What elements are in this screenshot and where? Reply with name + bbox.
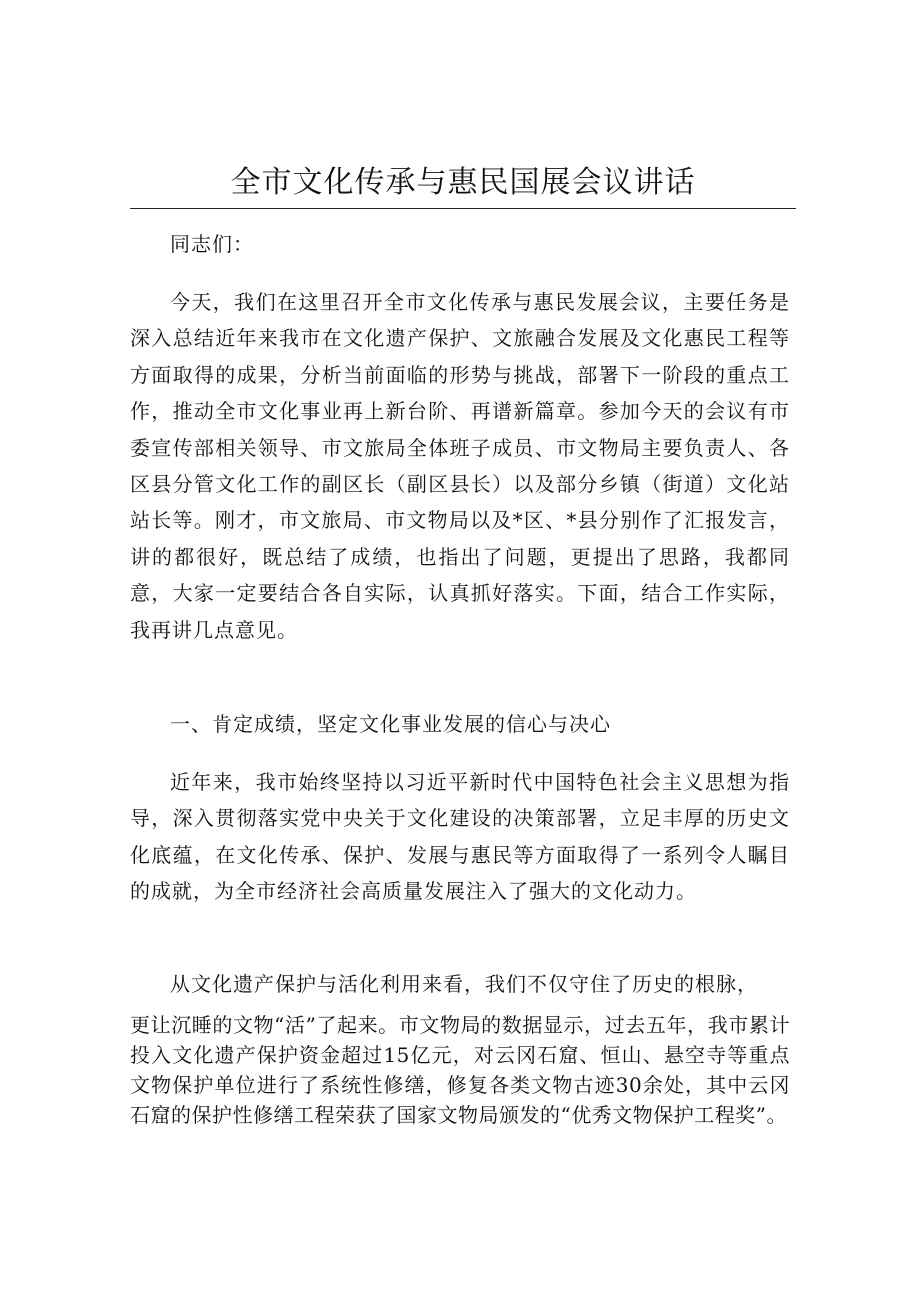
document-title: 全市文化传承与惠民国展会议讲话 — [230, 165, 696, 200]
paragraph-opening: 今天，我们在这里召开全市文化传承与惠民发展会议，主要任务是深入总结近年来我市在文化遗产保护、文旅融合发展及文化惠民工程等方面取得的成果，分析当前面临的形势与挑战，部署下一阶段的重点工作，推动全市文化事业再上新台阶、再谱新篇章。参加今天的会议有市委宣传部相关领导、市文旅局全体班子成员、市文物局主要负责人、各区县分管文化工作的副区长（副区县长）以及部分乡镇（街道）文化站站长等。刚才，市文旅局、市文物局以及*区、*县分别作了汇报发言，讲的都很好，既总结了成绩，也指出了问题，更提出了思路，我都同意，大家一定要结合各自实际，认真抓好落实。下面，结合工作实际，我再讲几点意见。 — [130, 290, 790, 642]
paragraph-heritage-first-line: 从文化遗产保护与活化利用来看，我们不仅守住了历史的根脉， — [170, 972, 758, 996]
title-underline — [130, 208, 796, 209]
paragraph-heritage-continued: 更让沉睡的文物“活”了起来。市文物局的数据显示，过去五年，我市累计投入文化遗产保护资金超过15亿元，对云冈石窟、恒山、悬空寺等重点文物保护单位进行了系统性修缮，修复各类文物古迹30余处，其中云冈石窟的保护性修缮工程荣获了国家文物局颁发的“优秀文物保护工程奖”。 — [130, 1013, 790, 1127]
section-heading-1: 一、肯定成绩，坚定文化事业发展的信心与决心 — [170, 712, 611, 736]
salutation: 同志们： — [170, 232, 254, 256]
paragraph-achievements: 近年来，我市始终坚持以习近平新时代中国特色社会主义思想为指导，深入贯彻落实党中央关于文化建设的决策部署，立足丰厚的历史文化底蕴，在文化传承、保护、发展与惠民等方面取得了一系列令人瞩目的成就，为全市经济社会高质量发展注入了强大的文化动力。 — [130, 770, 790, 904]
